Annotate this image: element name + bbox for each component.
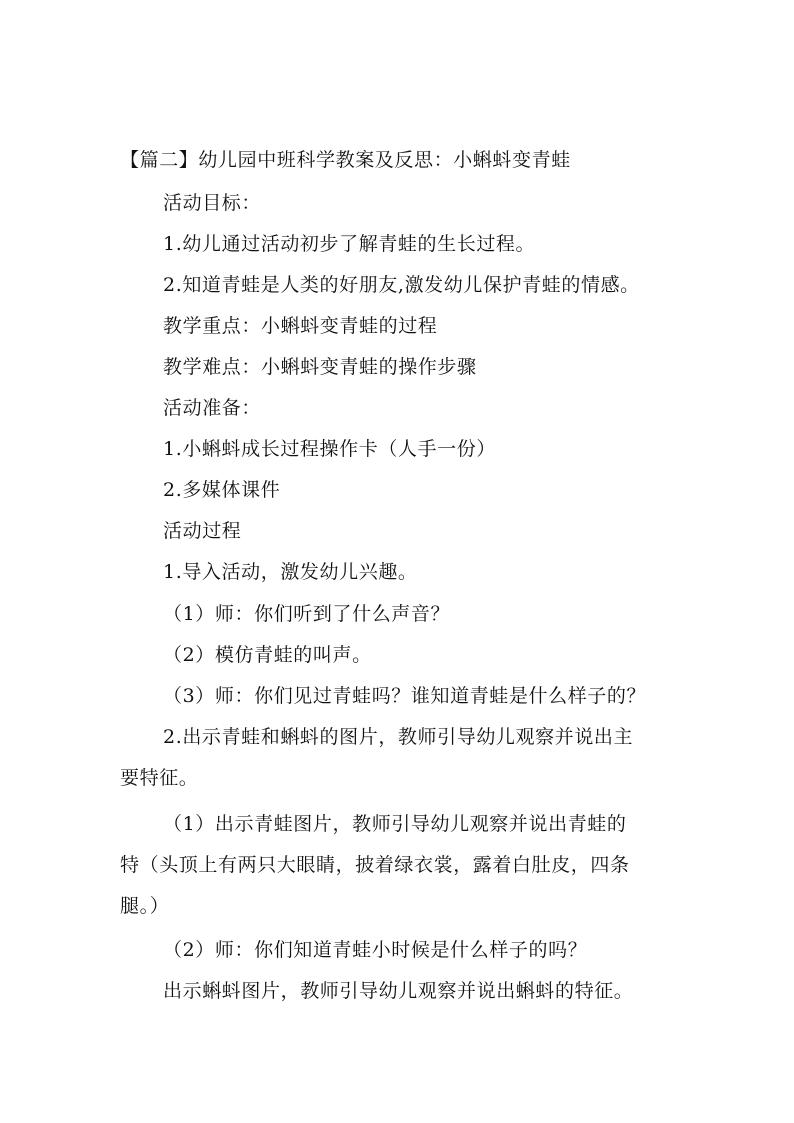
text-line-step-1-sub-2: （2）模仿青蛙的叫声。 <box>163 644 372 666</box>
document-title: 【篇二】幼儿园中班科学教案及反思：小蝌蚪变青蛙 <box>120 149 571 171</box>
text-line-step-2: 2.出示青蛙和蝌蚪的图片，教师引导幼儿观察并说出主 <box>163 726 634 748</box>
text-line-key-point: 教学重点：小蝌蚪变青蛙的过程 <box>163 315 438 337</box>
text-line-step-1-sub-1: （1）师：你们听到了什么声音？ <box>163 603 451 625</box>
text-line-tadpole-picture: 出示蝌蚪图片，教师引导幼儿观察并说出蝌蚪的特征。 <box>163 980 634 1002</box>
text-line-step-1: 1.导入活动，激发幼儿兴趣。 <box>163 561 418 583</box>
text-line-step-2-continued: 要特征。 <box>120 767 199 789</box>
text-line-step-2-sub-1-end: 腿。） <box>120 895 170 917</box>
text-line-step-2-sub-1-continued: 特（头顶上有两只大眼睛，披着绿衣裳，露着白肚皮，四条 <box>120 854 630 876</box>
text-line-process-heading: 活动过程 <box>163 520 242 542</box>
text-line-difficulty: 教学难点：小蝌蚪变青蛙的操作步骤 <box>163 356 477 378</box>
text-line-step-2-sub-1: （1）出示青蛙图片，教师引导幼儿观察并说出青蛙的 <box>163 813 627 835</box>
text-line-goal-1: 1.幼儿通过活动初步了解青蛙的生长过程。 <box>163 233 536 255</box>
text-line-preparation-2: 2.多媒体课件 <box>163 479 281 501</box>
text-line-step-1-sub-3: （3）师：你们见过青蛙吗？谁知道青蛙是什么样子的？ <box>163 685 647 707</box>
text-line-preparation-1: 1.小蝌蚪成长过程操作卡（人手一份） <box>163 438 496 460</box>
text-line-activity-goals-heading: 活动目标： <box>163 192 262 214</box>
text-line-step-2-sub-2: （2）师：你们知道青蛙小时候是什么样子的吗？ <box>163 939 588 961</box>
text-line-preparation-heading: 活动准备： <box>163 397 262 419</box>
text-line-goal-2: 2.知道青蛙是人类的好朋友,激发幼儿保护青蛙的情感。 <box>163 274 640 296</box>
